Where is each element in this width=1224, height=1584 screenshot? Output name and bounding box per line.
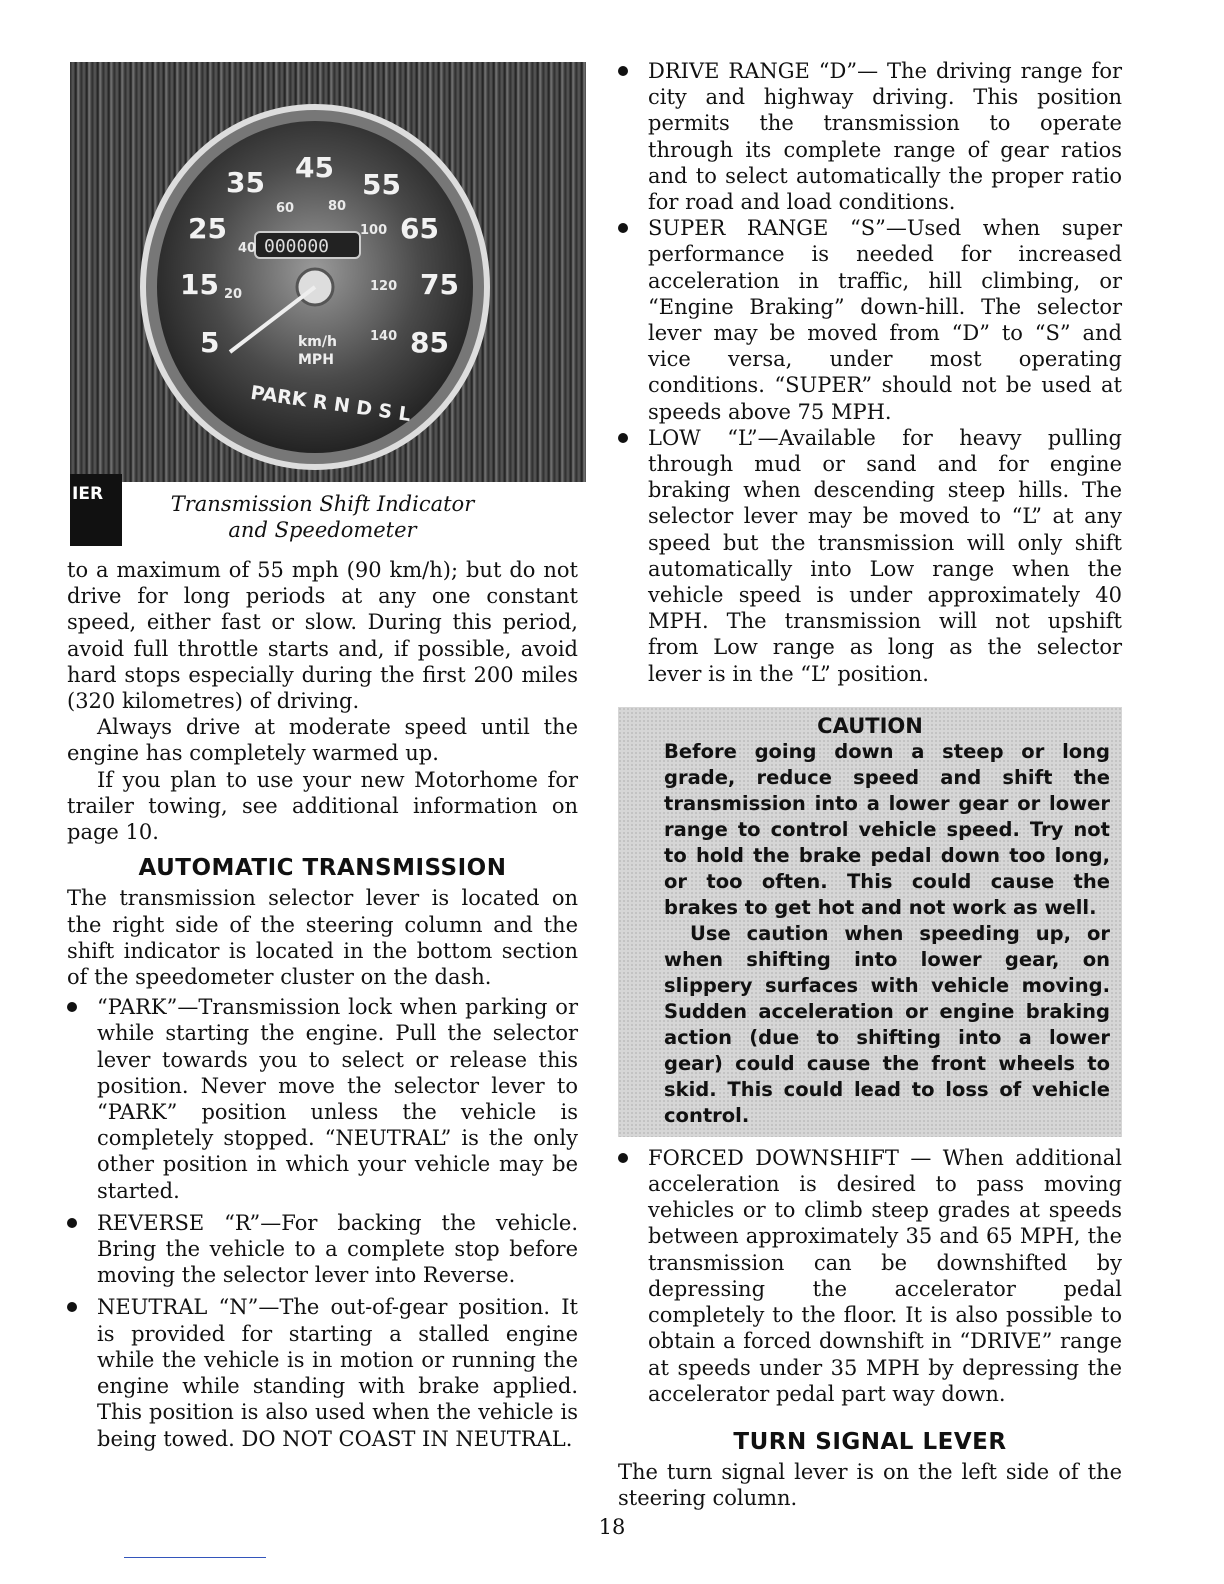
kmh-mark-40: 40 xyxy=(238,241,257,256)
mph-mark-75: 75 xyxy=(420,268,459,301)
bullet-neutral: NEUTRAL “N”—The out-of-gear position. It is provided for starting a stalled engine while the vehicle is in motion or running the engine while standing with brake applied. This position is also used when the vehicle is being towed. DO NOT COAST IN NEUTRAL. xyxy=(67,1294,578,1451)
bullet-park: “PARK”—Transmission lock when parking or while starting the engine. Pull the selector lever towards you to select or release this position. Never move the selector lever to “PARK” position unless the vehicle is completely stopped. “NEUTRAL” is the only other position in which your vehicle may be started. xyxy=(67,994,578,1204)
mph-mark-25: 25 xyxy=(188,212,227,245)
mph-mark-15: 15 xyxy=(180,268,219,301)
shift-positions: PARK R N D S L xyxy=(249,381,413,427)
right-column xyxy=(618,58,1122,1512)
page-number: 18 xyxy=(598,1515,626,1539)
right-bullet-list xyxy=(618,58,1122,687)
paragraph-warm-up: Always drive at moderate speed until the engine has completely warmed up. xyxy=(67,715,578,766)
mph-mark-55: 55 xyxy=(362,168,401,201)
bullet-reverse: REVERSE “R”—For backing the vehicle. Bring the vehicle to a complete stop before moving the selector lever into Reverse. xyxy=(67,1210,578,1289)
figure-caption xyxy=(67,491,578,543)
bullet-forced-downshift: FORCED DOWNSHIFT — When additional acceleration is desired to pass moving vehicles or to climb steep grades at speeds between approximately 35 and 65 MPH, the transmission can be downshifted by depressing the accelerator pedal completely to the floor. It is also possible to obtain a forced downshift in “DRIVE” range at speeds under 35 MPH by depressing the accelerator pedal part way down. xyxy=(618,1145,1122,1407)
left-bullet-list xyxy=(67,994,578,1451)
caption-line-1: Transmission Shift Indicator xyxy=(170,492,475,516)
bullet-super: SUPER RANGE “S”—Used when super performance is needed for increased acceleration in traffic, hill climbing, or “Engine Braking” down-hill. The selector lever may be moved from “D” to “S” and vice versa, under most operating conditions. “SUPER” should not be used at speeds above 75 MPH. xyxy=(618,215,1122,425)
footer-rule xyxy=(124,1557,266,1558)
right-bullet-list-2 xyxy=(618,1145,1122,1407)
left-column xyxy=(67,557,578,1452)
caution-paragraph-2: Use caution when speeding up, or when shifting into lower gear, on slippery surfaces with vehicle moving. Sudden acceleration or engine braking action (due to shifting into a lower gear) could cause the front wheels to skid. This could lead to loss of vehicle control. xyxy=(664,921,1110,1127)
mph-mark-85: 85 xyxy=(410,326,449,359)
paragraph-automatic: The transmission selector lever is located on the right side of the steering column and the shift indicator is located in the bottom section of the speedometer cluster on the dash. xyxy=(67,886,578,990)
bullet-dot xyxy=(618,223,628,233)
paragraph-turn-signal: The turn signal lever is on the left side of the steering column. xyxy=(618,1460,1122,1511)
units-kmh: km/h xyxy=(298,334,337,350)
kmh-mark-100: 100 xyxy=(360,223,388,238)
caution-paragraph-1: Before going down a steep or long grade, reduce speed and shift the transmission into a lower gear or lower range to control vehicle speed. Try not to hold the brake pedal down too long, or too often. This could cause the brakes to get hot and not work as well. xyxy=(664,739,1110,919)
photo-side-tag: IER xyxy=(70,474,122,546)
units-mph: MPH xyxy=(298,352,334,368)
kmh-mark-140: 140 xyxy=(370,329,398,344)
kmh-mark-60: 60 xyxy=(276,201,295,216)
bullet-dot xyxy=(67,1218,77,1228)
caption-line-2: and Speedometer xyxy=(228,518,417,542)
mph-mark-35: 35 xyxy=(226,166,265,199)
bullet-dot xyxy=(618,66,628,76)
bullet-dot xyxy=(67,1002,77,1012)
kmh-mark-20: 20 xyxy=(224,287,243,302)
mph-mark-65: 65 xyxy=(400,212,439,245)
kmh-mark-80: 80 xyxy=(328,199,347,214)
caution-title: CAUTION xyxy=(817,713,923,738)
mph-mark-45: 45 xyxy=(295,151,334,184)
heading-turn-signal: TURN SIGNAL LEVER xyxy=(733,1428,1007,1455)
bullet-low: LOW “L”—Available for heavy pulling through mud or sand and for engine braking when descending steep hills. The selector lever may be moved to “L” at any speed but the transmission will only shift automatically into Low range when the vehicle speed is under approximately 40 MPH. The transmission will not upshift from Low range as long as the selector lever is in the “L” position. xyxy=(618,425,1122,687)
paragraph-continued: to a maximum of 55 mph (90 km/h); but do not drive for long periods at any one constant speed, either fast or slow. During this period, avoid full throttle starts and, if possible, avoid hard stops especially during the first 200 miles (320 kilometres) of driving. xyxy=(67,558,578,714)
bullet-dot xyxy=(67,1302,77,1312)
caution-box xyxy=(618,707,1122,1137)
odometer-digits: 000000 xyxy=(264,236,330,257)
mph-mark-5: 5 xyxy=(200,326,220,359)
kmh-mark-120: 120 xyxy=(370,279,398,294)
heading-automatic-transmission: AUTOMATIC TRANSMISSION xyxy=(138,855,507,882)
speedometer-illustration xyxy=(70,62,586,482)
paragraph-trailer: If you plan to use your new Motorhome for trailer towing, see additional information on page 10. xyxy=(67,767,578,845)
bullet-drive: DRIVE RANGE “D”— The driving range for city and highway driving. This position permits the transmission to operate through its complete range of gear ratios and to select automatically the proper ratio for road and load conditions. xyxy=(618,58,1122,215)
bullet-dot xyxy=(618,1153,628,1163)
bullet-dot xyxy=(618,433,628,443)
